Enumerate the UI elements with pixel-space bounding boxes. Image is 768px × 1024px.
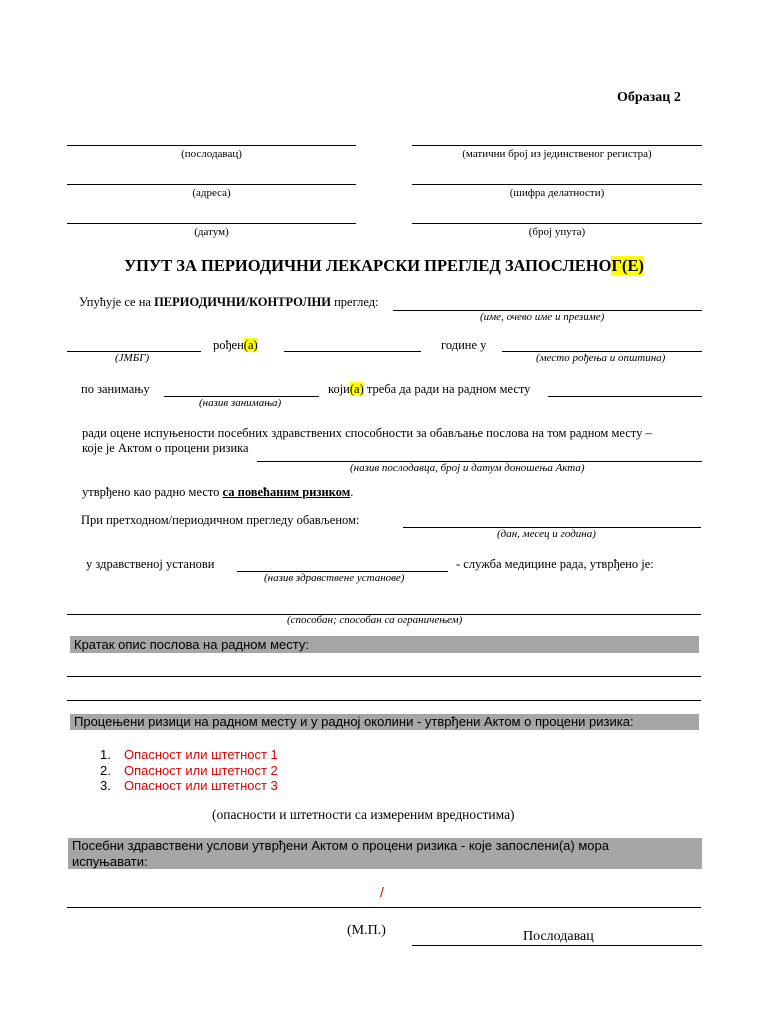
employer-caption: (послодавац) <box>181 148 242 160</box>
list-item: 1. Опасност или штетност 1 <box>100 747 278 762</box>
page-title <box>0 256 768 276</box>
section-health-conditions <box>68 838 702 869</box>
referral-type: ПЕРИОДИЧНИ/КОНТРОЛНИ <box>154 295 331 309</box>
born-text: рођен <box>213 338 244 352</box>
evaluation-line-2: које је Актом о процени ризика <box>82 441 249 455</box>
activity-code-caption: (шифра делатности) <box>509 187 605 199</box>
health-conditions-line-1: Посебни здравствени услови утврђени Актом о процени ризика - које запослени(а) мора <box>72 838 609 853</box>
act-caption: (назив послодавца, број и датум доношења Акта) <box>350 462 585 474</box>
referral-number-line <box>412 223 702 224</box>
list-item: 3. Опасност или штетност 3 <box>100 778 278 793</box>
conditions-line <box>67 907 701 908</box>
work-text: треба да ради на радном месту <box>366 382 531 396</box>
evaluation-line-1: ради оцене испуњености посебних здравствених способности за обављање послова на том радном месту – <box>82 426 652 440</box>
risk-place-text <box>82 485 353 500</box>
who-label <box>328 382 530 397</box>
service-text: - служба медицине рада, утврђено је: <box>456 557 654 571</box>
employer-signature-label: Послодавац <box>523 929 594 944</box>
occupation-caption: (назив занимања) <box>199 397 282 409</box>
previous-exam-label: При претходном/периодичном прегледу обављеном: <box>81 513 360 527</box>
referral-prefix: Упућује се на <box>79 295 151 309</box>
date-caption: (датум) <box>194 226 229 238</box>
reg-number-line <box>412 145 702 146</box>
address-caption: (адреса) <box>192 187 231 199</box>
reg-number-caption: (матични број из јединственог регистра) <box>462 148 652 160</box>
activity-code-line <box>412 184 702 185</box>
jmbg-caption: (ЈМБГ) <box>115 352 150 364</box>
previous-exam-caption: (дан, месец и година) <box>497 528 596 540</box>
born-suffix: (а) <box>243 338 258 352</box>
name-caption: (име, очево име и презиме) <box>480 311 605 323</box>
stamp-label: (М.П.) <box>347 923 386 938</box>
signature-line <box>412 945 702 946</box>
occupation-label: по занимању <box>81 382 150 396</box>
date-line <box>67 223 356 224</box>
who-suffix: (а) <box>349 382 364 396</box>
risks-caption: (опасности и штетности са измереним вредностима) <box>212 807 515 822</box>
section-job-description: Кратак опис послова на радном месту: <box>70 636 699 653</box>
institution-label: у здравственој установи <box>86 557 215 571</box>
employer-line <box>67 145 356 146</box>
form-number: Образац 2 <box>617 90 681 105</box>
workplace-line <box>548 396 702 397</box>
health-conditions-line-2: испуњавати: <box>72 853 148 869</box>
title-suffix: Г(Е) <box>611 256 644 275</box>
section-risks: Процењени ризици на радном месту и у радној околини - утврђени Актом о процени ризика: <box>70 714 699 730</box>
who-text: који <box>328 382 350 396</box>
ability-caption: (способан; способан са ограничењем) <box>287 614 463 626</box>
institution-caption: (назив здравствене установе) <box>264 572 405 584</box>
risk-place-prefix: утврђено као радно место <box>82 485 220 499</box>
job-description-line-2 <box>67 700 701 701</box>
birth-date-line <box>284 351 421 352</box>
risk-place-bold: са повећаним ризиком <box>222 485 351 499</box>
birth-place-caption: (место рођења и општина) <box>536 352 666 364</box>
referral-number-caption: (број упута) <box>528 226 586 238</box>
born-label <box>213 338 258 353</box>
referral-text <box>79 295 379 310</box>
risk-place-suffix: . <box>350 485 354 499</box>
job-description-line-1 <box>67 676 701 677</box>
list-item: 2. Опасност или штетност 2 <box>100 762 278 778</box>
risk-list <box>100 747 278 794</box>
address-line <box>67 184 356 185</box>
referral-suffix: преглед: <box>334 295 379 309</box>
slash-mark: / <box>380 884 384 900</box>
title-main: УПУТ ЗА ПЕРИОДИЧНИ ЛЕКАРСКИ ПРЕГЛЕД ЗАПОСЛЕНО <box>124 256 612 275</box>
year-label: године у <box>441 338 487 352</box>
